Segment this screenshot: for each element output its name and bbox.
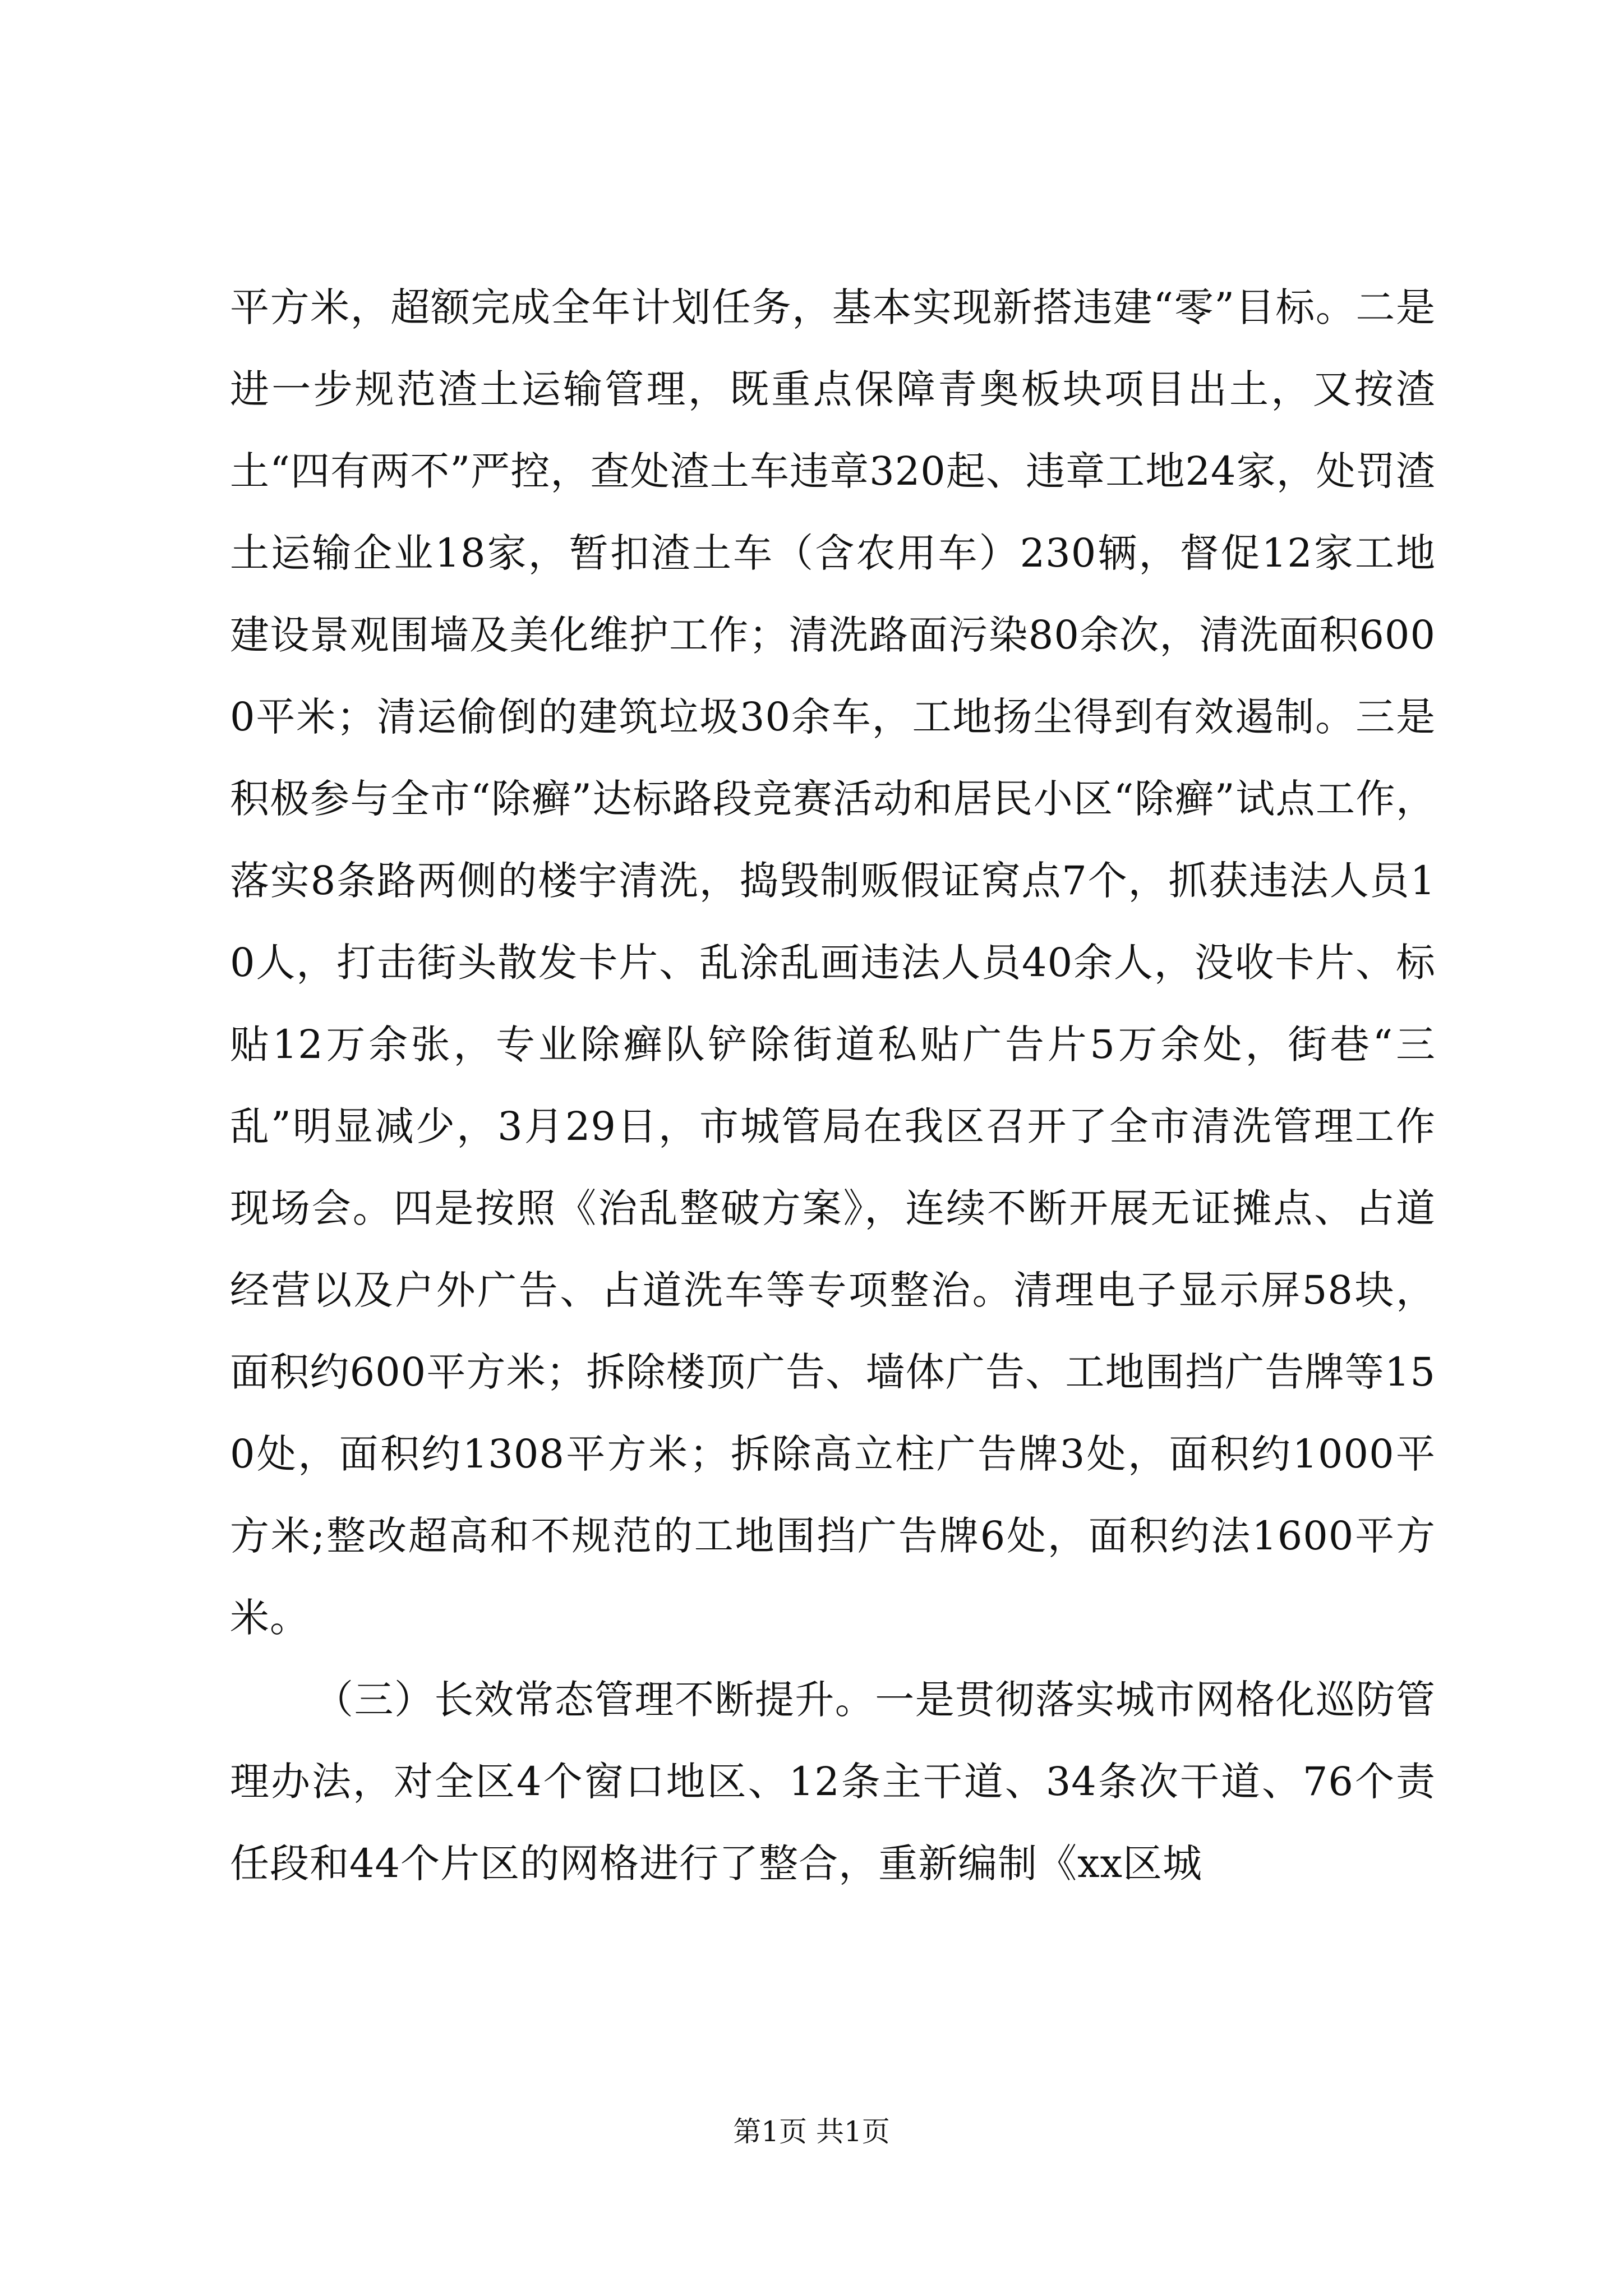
document-body xyxy=(230,266,1436,1904)
body-paragraph-1: 平方米，超额完成全年计划任务，基本实现新搭违建“零”目标。二是进一步规范渣土运输管理，既重点保障青奥板块项目出土，又按渣土“四有两不”严控，查处渣土车违章320起、违章工地24家，处罚渣土运输企业18家，暂扣渣土车（含农用车）230辆，督促12家工地建设景观围墙及美化维护工作；清洗路面污染80余次，清洗面积6000平米；清运偷倒的建筑垃圾30余车，工地扬尘得到有效遏制。三是积极参与全市“除癣”达标路段竞赛活动和居民小区“除癣”试点工作，落实8条路两侧的楼宇清洗，捣毁制贩假证窝点7个，抓获违法人员10人，打击街头散发卡片、乱涂乱画违法人员40余人，没收卡片、标贴12万余张，专业除癣队铲除街道私贴广告片5万余处，街巷“三乱”明显减少，3月29日，市城管局在我区召开了全市清洗管理工作现场会。四是按照《治乱整破方案》，连续不断开展无证摊点、占道经营以及户外广告、占道洗车等专项整治。清理电子显示屏58块，面积约600平方米；拆除楼顶广告、墙体广告、工地围挡广告牌等150处，面积约1308平方米；拆除高立柱广告牌3处，面积约1000平方米;整改超高和不规范的工地围挡广告牌6处，面积约法1600平方米。 xyxy=(230,284,1436,1641)
page-footer: 第1页 共1页 xyxy=(733,2115,890,2148)
body-paragraph-2: （三）长效常态管理不断提升。一是贯彻落实城市网格化巡防管理办法，对全区4个窗口地区、12条主干道、34条次干道、76个责任段和44个片区的网格进行了整合，重新编制《xx区城 xyxy=(230,1677,1436,1887)
